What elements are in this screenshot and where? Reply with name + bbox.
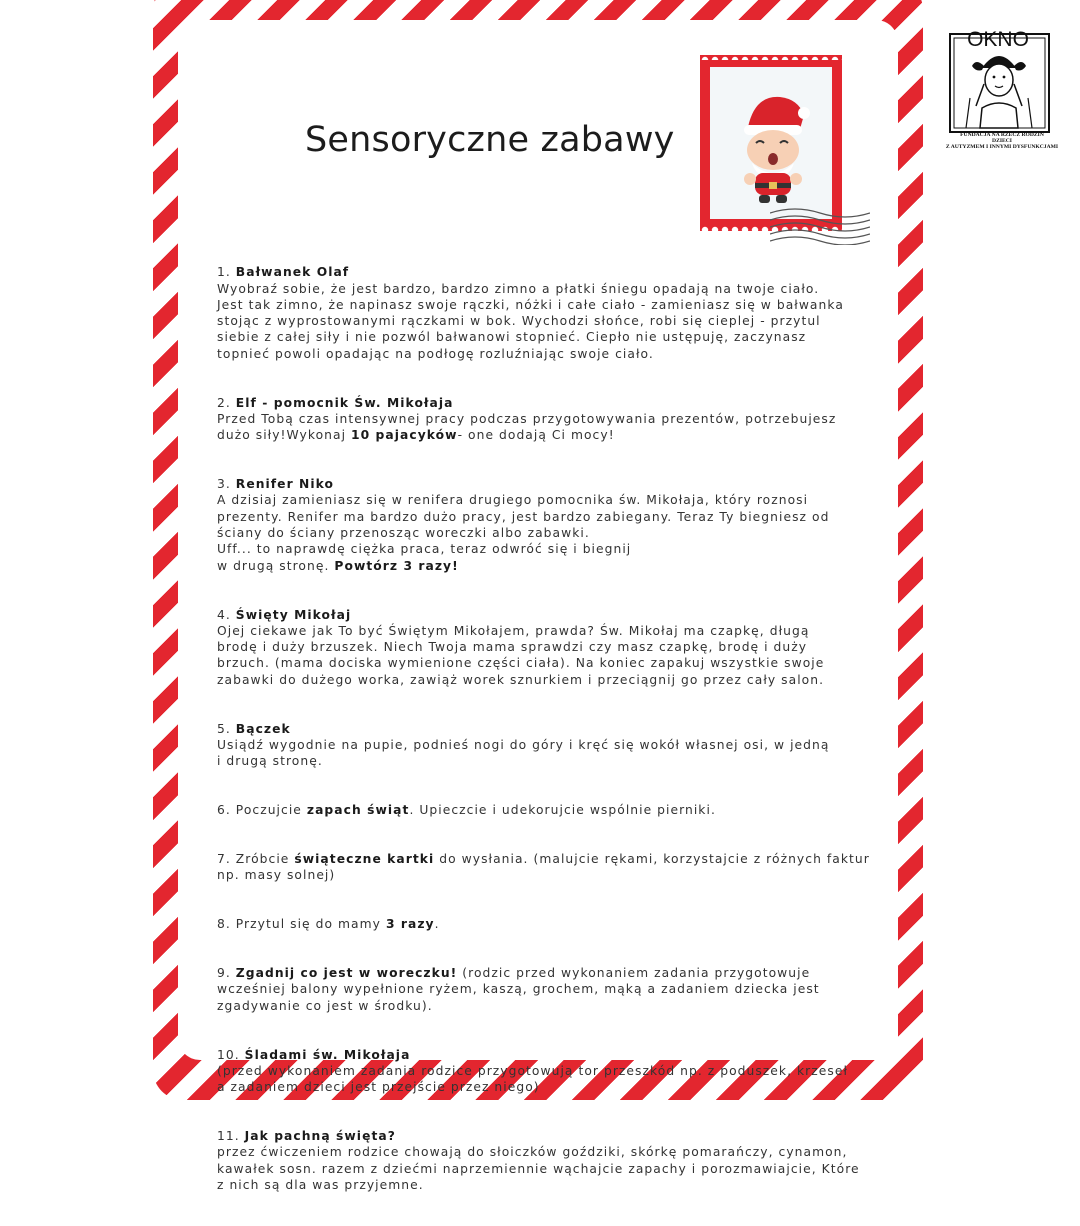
activity-title: Bączek (235, 721, 291, 736)
activity-description: (przed wykonaniem zadania rodzice przygotowują tor przeszkód np. z poduszek, krzeseł a zadaniem dzieci jest przejście przez niego) (217, 1063, 849, 1095)
okno-foundation-logo (946, 28, 1066, 152)
activity-title: Elf - pomocnik Św. Mikołaja (235, 395, 454, 410)
activity-5: 5. Bączek Usiądź wygodnie na pupie, podnieś nogi do góry i kręć się wokół własnej osi, w jedną i drugą stronę. (217, 721, 830, 769)
logo-name: OKNO (967, 28, 1029, 51)
logo-caption-2: DZIECI (992, 138, 1012, 144)
activity-7: 7. Zróbcie świąteczne kartki do wysłania. (malujcie rękami, korzystajcie z różnych faktur np. masy solnej) (217, 851, 870, 883)
activity-title: świąteczne kartki (294, 851, 435, 866)
activity-title: Święty Mikołaj (235, 607, 352, 622)
activity-title: Jak pachną święta? (244, 1129, 396, 1144)
activity-title: 3 razy (385, 917, 435, 932)
activity-description: Ojej ciekawe jak To być Świętym Mikołajem, prawda? Św. Mikołaj ma czapkę, długą brodę i duży brzuszek. Niech Twoja mama sprawdzi czy masz czapkę, brodę i duży brzuch. (mama dociska wymienione części ciała). Na koniec zapakuj wszystkie swoje zabawki do dużego worka, zawiąż worek sznurkiem i przeciągnij go przez cały salon. (217, 623, 825, 687)
activity-6: 6. Poczujcie zapach świąt. Upieczcie i udekorujcie wspólnie pierniki. (217, 803, 716, 818)
activity-description: Usiądź wygodnie na pupie, podnieś nogi do góry i kręć się wokół własnej osi, w jedną i drugą stronę. (217, 737, 830, 769)
activity-title: Renifer Niko (235, 477, 335, 492)
activity-description: Wyobraź sobie, że jest bardzo, bardzo zimno a płatki śniegu opadają na twoje ciało. Jest tak zimno, że napinasz swoje rączki, nóżki i całe ciało - zamieniasz się w bałwanka stojąc z wyprostowanymi rączkami w bok. Wychodzi słońce, robi się cieplej - przytul siebie z całej siły i nie pozwól bałwanowi stopnieć. Ciepło nie ustępuję, zaczynasz topnieć powoli opadając na podłogę rozluźniając swoje ciało. (217, 281, 844, 361)
logo-caption-1: FUNDACJA NA RZECZ RODZIN (960, 132, 1044, 138)
activity-description: . Upieczcie i udekorujcie wspólnie pierniki. (409, 803, 716, 818)
activity-title: zapach świąt (306, 803, 410, 818)
activity-description: Przed Tobą czas intensywnej pracy podczas przygotowywania prezentów, potrzebujesz dużo siły!Wykonaj (217, 411, 837, 443)
activity-11: 11. Jak pachną święta? przez ćwiczeniem rodzice chowają do słoiczków goździki, skórkę pomarańczy, cynamon, kawałek sosn. razem z dziećmi naprzemiennie wąchajcie zapachy i porozmawiajcie, Które z nich są dla was przyjemne. (217, 1129, 860, 1192)
activity-9: 9. Zgadnij co jest w woreczku! (rodzic przed wykonaniem zadania przygotowuje wcześniej balony wypełnione ryżem, kaszą, grochem, mąką a zadaniem dziecka jest zgadywanie co jest w środku). (217, 966, 820, 1013)
activity-description: (rodzic przed wykonaniem zadania przygotowuje wcześniej balony wypełnione ryżem, kaszą, grochem, mąką a zadaniem dziecka jest zgadywanie co jest w środku). (217, 966, 820, 1013)
logo-caption-3: Z AUTYZMEM I INNYMI DYSFUNKCJAMI (946, 144, 1059, 150)
activity-4: 4. Święty Mikołaj Ojej ciekawe jak To być Świętym Mikołajem, prawda? Św. Mikołaj ma czapkę, długą brodę i duży brzuszek. Niech Twoja mama sprawdzi czy masz czapkę, brodę i duży brzuch. (mama dociska wymienione części ciała). Na koniec zapakuj wszystkie swoje zabawki do dużego worka, zawiąż worek sznurkiem i przeciągnij go przez cały salon. (217, 607, 825, 687)
activity-2: 2. Elf - pomocnik Św. Mikołaja Przed Tobą czas intensywnej pracy podczas przygotowywania prezentów, potrzebujesz dużo siły!Wykonaj 10 pajacyków- one dodają Ci mocy! (217, 395, 837, 443)
activity-title: Bałwanek Olaf (235, 265, 350, 280)
activity-10: 10. Śladami św. Mikołaja (przed wykonaniem zadania rodzice przygotowują tor przeszkód np. z poduszek, krzeseł a zadaniem dzieci jest przejście przez niego) (217, 1047, 849, 1095)
activity-title: Śladami św. Mikołaja (244, 1047, 411, 1062)
activity-list (217, 248, 893, 1226)
postmark-lines-icon (770, 205, 870, 245)
activity-description: A dzisiaj zamieniasz się w renifera drugiego pomocnika św. Mikołaja, który roznosi prezenty. Renifer ma bardzo dużo pracy, jest bardzo zabiegany. Teraz Ty biegniesz od ściany do ściany przenosząc woreczki albo zabawki. Uff... to naprawdę ciężka praca, teraz odwróć się i biegnij w drugą stronę. (217, 493, 830, 573)
activity-description: do wysłania. (malujcie rękami, korzystajcie z różnych faktur np. masy solnej) (217, 851, 870, 883)
activity-description: przez ćwiczeniem rodzice chowają do słoiczków goździki, skórkę pomarańczy, cynamon, kawałek sosn. razem z dziećmi naprzemiennie wąchajcie zapachy i porozmawiajcie, Które z nich są dla was przyjemne. (217, 1145, 860, 1192)
activity-1: 1. Bałwanek Olaf Wyobraź sobie, że jest bardzo, bardzo zimno a płatki śniegu opadają na twoje ciało. Jest tak zimno, że napinasz swoje rączki, nóżki i całe ciało - zamieniasz się w bałwanka stojąc z wyprostowanymi rączkami w bok. Wychodzi słońce, robi się cieplej - przytul siebie z całej siły i nie pozwól bałwanowi stopnieć. Ciepło nie ustępuję, zaczynasz topnieć powoli opadając na podłogę rozluźniając swoje ciało. (217, 265, 844, 361)
activity-8: 8. Przytul się do mamy 3 razy. (217, 917, 440, 932)
activity-3: 3. Renifer Niko A dzisiaj zamieniasz się w renifera drugiego pomocnika św. Mikołaja, który roznosi prezenty. Renifer ma bardzo dużo pracy, jest bardzo zabiegany. Teraz Ty biegniesz od ściany do ściany przenosząc woreczki albo zabawki. Uff... to naprawdę ciężka praca, teraz odwróć się i biegnij w drugą stronę. Powtórz 3 razy! (217, 477, 830, 573)
activity-description: . (434, 917, 440, 932)
page-title: Sensoryczne zabawy (305, 120, 675, 160)
activity-title: Zgadnij co jest w woreczku! (235, 966, 458, 981)
